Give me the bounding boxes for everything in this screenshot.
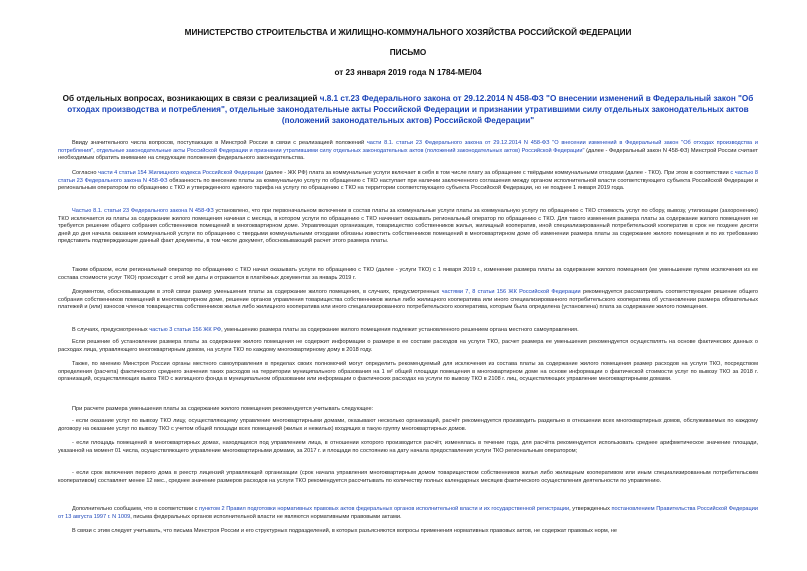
- law-reference-link[interactable]: Частью 8.1. статьи 23 Федерального закона N 458-ФЗ: [72, 208, 214, 214]
- paragraph: [58, 440, 758, 455]
- law-reference-link[interactable]: с частью 8 статьи 23 Федерального закона N 458-ФЗ: [58, 170, 758, 184]
- paragraph-text: , уменьшению размера платы за содержание жилого помещения подлежит установленного решением органа местного самоуправления.: [221, 327, 579, 333]
- paragraph-text: рекомендуется рассматривать соответствующее решение общего собрания собственников помещений в многоквартирном доме, решение органов управления товарищества собственников жилья либо жилищного кооператива или иного специализированного потребительского кооператива об установлении размера обязательных платежей и (или) взносов членов товарищества собственников жилья либо жилищного кооператива или иного специализированного потребительского кооператива, которым была определена (установлена) плата за содержание жилого помещения.: [58, 289, 758, 311]
- law-reference-link[interactable]: части 8.1. статьи 23 Федерального закона от 29.12.2014 N 458-ФЗ "О внесении изменений в Федеральный закон "Об отходах производства и потребления", отдельные законодательные акты Российской Федерации и признании утратившими силу отдельных законодательных актов (положений законодательных актов) Российской Федерации": [58, 140, 758, 154]
- paragraph-text: - если срок включения первого дома в реестр лицензий управляющей организации (срок начала управления многоквартирным домом товариществом собственников жилья либо жилищным кооперативом или иным специализированным потребительским кооперативом) составляет менее 12 мес., среднее значение размеров расходов на услуги ТКО рекомендуется рассчитывать по количеству полных календарных месяцев фактического осуществления деятельности по управлению.: [58, 470, 758, 484]
- paragraph: [58, 528, 758, 536]
- ministry-heading: МИНИСТЕРСТВО СТРОИТЕЛЬСТВА И ЖИЛИЩНО-КОММУНАЛЬНОГО ХОЗЯЙСТВА РОССИЙСКОЙ ФЕДЕРАЦИИ: [184, 28, 632, 37]
- document-title: [58, 93, 758, 126]
- paragraph-text: (далее - Федеральный закон N 458-ФЗ) Минстрой России считает необходимым обратить внимание на следующие положения федерального законодательства.: [58, 147, 758, 162]
- law-reference-link[interactable]: постановлением Правительства Российской Федерации от 13 августа 1997 г. N 1009: [58, 506, 759, 520]
- paragraph: [58, 406, 758, 414]
- paragraph-text: Также, по мнению Минстроя России органы местного самоуправления в пределах своих полномочий могут определить рекомендуемый для исключения из состава платы за содержание жилого помещения размер расходов на услуги ТКО, посредством определения (расчета) фактического среднего значения таких расходов на территории муниципального образования на 1 м² общей площади помещения в многоквартирном доме на основе информации о фактической стоимости услуг по вывозу ТКО за 2018 г. организаций, осуществляющих вывоз ТКО с жилищного фонда в муниципальном образовании или информации о фактических расходах на услуги по вывозу ТКО в 2108 г. лиц, осуществляющих управление многоквартирными домами.: [58, 361, 758, 383]
- paragraph: [58, 339, 758, 354]
- law-reference-link[interactable]: пунктом 2 Правил подготовки нормативных правовых актов федеральных органов исполнительной власти и их государственной регистрации: [199, 506, 570, 512]
- paragraph: [58, 418, 758, 433]
- title-law-link[interactable]: ч.8.1 ст.23 Федерального закона от 29.12.2014 N 458-ФЗ "О внесении изменений в Федеральный закон "Об отходах производства и потребления", отдельные законодательные акты Российской Федерации и признании утратившими силу отдельных законодательных актов (положений законодательных актов) Российской Федерации": [67, 94, 754, 125]
- paragraph: [58, 140, 758, 163]
- document-type: ПИСЬМО: [389, 48, 427, 57]
- law-reference-link[interactable]: частью 3 статьи 156 ЖК РФ: [149, 327, 222, 333]
- paragraph-text: В случаях, предусмотренных: [72, 327, 150, 333]
- paragraph-text: , письма федеральных органов исполнительной власти не являются нормативными правовыми актами.: [130, 513, 402, 520]
- paragraph-text: - если оказание услуг по вывозу ТКО лицу, осуществляющему управление многоквартирными домами, оказывают несколько организаций, расчёт рекомендуется производить раздельно в отношении всех многоквартирных домов, обслуживаемых по каждому договору на оказание услуг по вывозу ТКО с учетом общей площади всех помещений (жилых и нежилых) входящих в такую группу многоквартирных домов.: [58, 418, 758, 432]
- law-reference-link[interactable]: части 4 статьи 154 Жилищного кодекса Российской Федерации: [98, 170, 264, 176]
- paragraph: [58, 208, 758, 246]
- document-date: от 23 января 2019 года N 1784-МЕ/04: [334, 68, 482, 77]
- paragraph-text: Согласно: [72, 170, 99, 176]
- paragraph: [58, 289, 758, 312]
- paragraph: [58, 267, 758, 282]
- paragraph: [58, 327, 758, 335]
- paragraph-text: Если решение об установлении размера платы за содержание жилого помещения не содержит информации о размере в ее составе расходов на услуги ТКО, расчет размера ее уменьшения рекомендуется осуществлять на основе фактических данных о расходах лица, управляющего многоквартирным домом, на услуги ТКО по каждому многоквартирному дому в 2018 году.: [58, 339, 758, 353]
- paragraph-text: (далее - ЖК РФ) плата за коммунальные услуги включает в себя в том числе плату за обращение с твёрдыми коммунальными отходами (далее - ТКО). При этом в соответствии: [263, 170, 731, 176]
- paragraph: [58, 470, 758, 485]
- paragraph-text: установлено, что при первоначальном включении в состав платы за коммунальные услуги платы за коммунальную услугу по обращению с ТКО стоимость услуг по сбору, вывозу, утилизации (захоронению) ТКО исключается из платы за содержание жилого помещения начиная с месяца, в котором услуги по обращению с ТКО начинает оказывать региональный оператор по обращению с ТКО. Для такого изменения размера платы за содержание жилого помещения не требуется решение общего собрания собственников помещений в многоквартирном доме. Управляющая организация, товарищество собственников жилья, жилищный кооператив, иной специализированный потребительский кооператив в срок не позднее десяти дней до дня начала оказания коммунальной услуги по обращению с твердыми коммунальными отходами обязаны известить собственников помещений в многоквартирном доме об изменении размера платы за содержание жилого помещения и по их требованию представить подтверждающие данный факт документы, в том числе документ, обосновывающий расчет этого размера платы.: [58, 208, 759, 245]
- paragraph: [58, 506, 758, 521]
- paragraph-text: обязанность по внесению платы за коммунальную услугу по обращению с ТКО наступает при наличии заключенного соглашения между органом исполнительной власти соответствующего субъекта Российской Федерации и региональным оператором по обращению с ТКО и утвержденного единого тарифа на услугу по обращению с ТКО на территории соответствующего субъекта Российской Федерации, но не позднее 1 января 2019 года.: [58, 177, 758, 192]
- paragraph-text: Дополнительно сообщаем, что в соответствии с: [72, 506, 200, 512]
- paragraph-text: Таким образом, если региональный оператор по обращению с ТКО начал оказывать услуги по обращению с ТКО (далее - услуги ТКО) с 1 января 2019 г., изменение размера платы за содержание жилого помещения (ее уменьшение путем исключения из ее состава стоимости услуг ТКО) происходит с этой же даты и отражается в платёжных документах за январь 2019 г.: [58, 267, 758, 281]
- title-text: Об отдельных вопросах, возникающих в связи с реализацией: [62, 94, 320, 103]
- paragraph-text: - если площадь помещений в многоквартирных домах, находящихся под управлением лица, в отношении которого производится расчёт, изменялась в течение года, для расчёта рекомендуется использовать среднее арифметическое значение площади, указанной на момент 01 числа, осуществляющего управление многоквартирными домами, за 2017 г. и площади по состоянию на дату начала предоставления услуги ТКО региональным оператором;: [58, 440, 758, 454]
- paragraph-text: В связи с этим следует учитывать, что письма Минстроя России и его структурных подразделений, в которых разъясняются вопросы применения нормативных правовых актов, не содержат правовых норм, не: [72, 528, 617, 534]
- law-reference-link[interactable]: частями 7, 8 статьи 156 ЖК Российской Федерации: [441, 289, 581, 295]
- paragraph-text: Документом, обосновывающим в этой связи размер уменьшения платы за содержание жилого помещения, в случаях, предусмотренных: [72, 289, 442, 295]
- paragraph: [58, 170, 758, 193]
- paragraph-text: , утвержденных: [569, 506, 612, 512]
- paragraph-text: При расчете размера уменьшения платы за содержание жилого помещения рекомендуется учитывать следующее:: [72, 406, 374, 412]
- paragraph: [58, 361, 758, 384]
- paragraph-text: Ввиду значительного числа вопросов, поступающих в Минстрой России в связи с реализацией положений: [72, 140, 367, 146]
